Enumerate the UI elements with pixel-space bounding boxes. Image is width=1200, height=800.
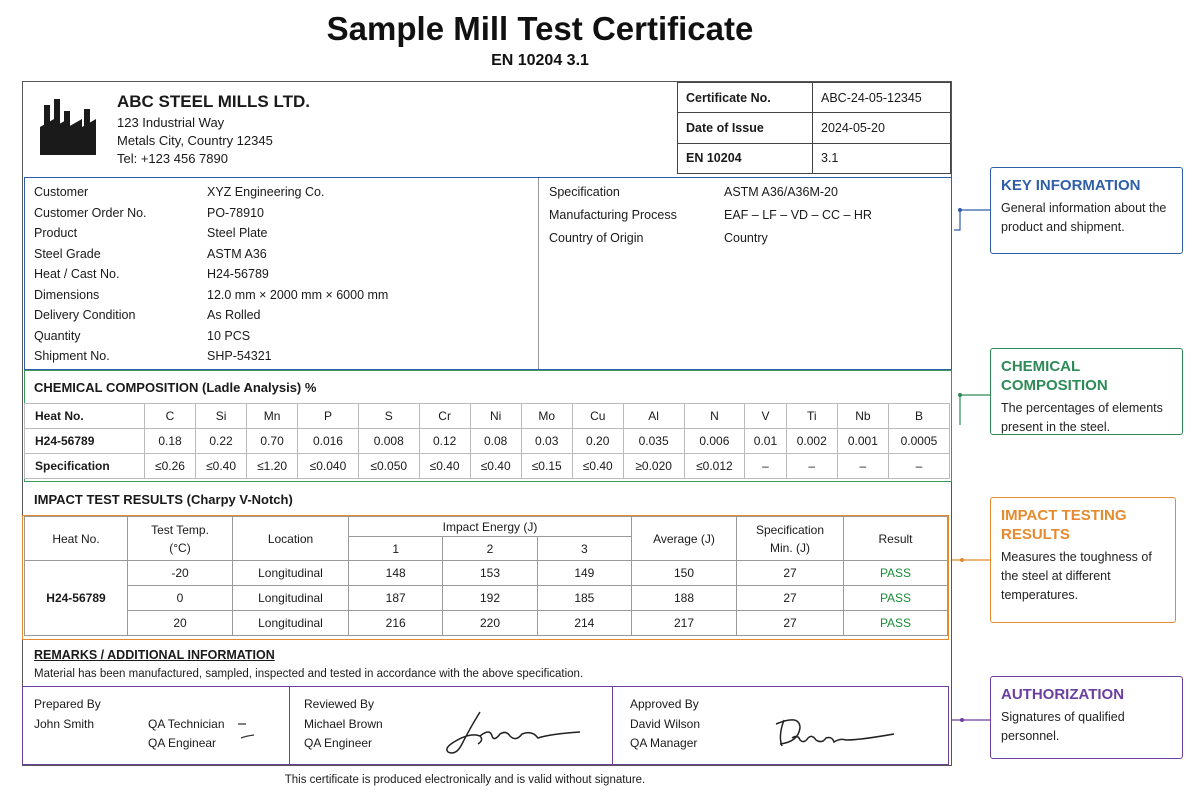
row-temp: 20 [128,611,233,636]
cert-no-value: ABC-24-05-12345 [813,83,951,113]
key-info-label: Customer [34,185,89,199]
callout-title: CHEMICAL COMPOSITION [1001,358,1108,394]
chem-header-cell: V [745,404,786,429]
chem-header-cell: S [358,404,419,429]
chem-cell: ≤0.26 [145,454,196,479]
prepared-by-label: Prepared By [34,697,101,711]
key-info-value: ASTM A36 [207,246,267,261]
key-info-divider [538,178,539,369]
table-row [678,143,951,173]
key-info-value: H24-56789 [207,267,269,281]
key-info-label: Quantity [34,328,81,343]
chem-cell: 0.002 [786,429,837,454]
chem-cell: 0.0005 [888,429,949,454]
table-row [25,454,950,479]
key-info-label: Shipment No. [34,349,110,363]
impact-heading: IMPACT TEST RESULTS (Charpy V-Notch) [34,492,293,507]
col-result: Result [844,517,948,561]
key-info-label: Country of Origin [549,231,644,245]
key-info-section [24,177,952,370]
col-spec [737,517,844,561]
table-row [25,561,948,586]
chem-cell: 0.20 [572,429,623,454]
chem-cell: ≤0.012 [684,454,745,479]
key-info-value: 12.0 mm × 2000 mm × 6000 mm [207,287,389,302]
row-e1: 148 [349,561,443,586]
key-info-value: Country [724,231,768,245]
chem-cell: ≤0.15 [521,454,572,479]
row-temp: -20 [128,561,233,586]
table-row [678,113,951,143]
key-info-value: PO-78910 [207,205,264,220]
approved-by-name: David Wilson [630,717,701,731]
certificate-info-table [677,82,951,174]
row-e3: 149 [537,561,631,586]
approved-by-label: Approved By [630,697,699,711]
chem-cell: Specification [25,454,145,479]
impact-table [24,516,948,636]
chem-cell: ≤0.40 [572,454,623,479]
table-row [25,611,948,636]
chem-cell: 0.18 [145,429,196,454]
table-row [25,404,950,429]
chem-header-cell: Cu [572,404,623,429]
row-location: Longitudinal [233,586,349,611]
row-e3: 185 [537,586,631,611]
row-result: PASS [844,611,948,636]
chem-cell: 0.08 [470,429,521,454]
chem-cell: ≤0.40 [196,454,247,479]
row-temp: 0 [128,586,233,611]
key-info-label: Manufacturing Process [549,208,677,222]
reviewed-by-label: Reviewed By [304,697,375,711]
chem-header-cell: C [145,404,196,429]
chem-cell: ≤0.40 [470,454,521,479]
col-temp-unit: (°C) [169,540,191,555]
auth-divider-2 [612,687,613,764]
row-avg: 217 [632,611,737,636]
callout-impact-testing [990,497,1176,623]
chem-cell: 0.008 [358,429,419,454]
chem-cell: – [888,454,949,479]
chem-cell: 0.006 [684,429,745,454]
chem-cell: 0.12 [419,429,470,454]
key-info-value: Steel Plate [207,226,268,240]
col-energy: Impact Energy (J) [349,517,632,537]
reviewed-by-role: QA Engineer [304,736,373,750]
chem-cell: ≥0.020 [623,454,684,479]
row-min: 27 [737,586,844,611]
key-info-label: Heat / Cast No. [34,267,120,281]
key-info-value: EAF – LF – VD – CC – HR [724,208,872,222]
callout-description: General information about the product and shipment. [1001,201,1167,234]
row-e2: 153 [443,561,537,586]
en-standard-value: 3.1 [813,143,951,173]
callout-title: KEY INFORMATION [1001,177,1141,194]
callout-title: IMPACT TESTING RESULTS [1001,507,1127,543]
chem-cell: – [745,454,786,479]
col-location: Location [233,517,349,561]
key-info-label: Product [34,226,78,240]
remarks-heading: REMARKS / ADDITIONAL INFORMATION [34,648,275,662]
row-e2: 220 [443,611,537,636]
key-info-label: Specification [549,185,620,199]
chem-cell: H24-56789 [25,429,145,454]
col-e3: 3 [537,537,631,561]
chem-header-cell: Heat No. [25,404,145,429]
chem-header-cell: Nb [837,404,888,429]
remarks-text: Material has been manufactured, sampled, inspected and tested in accordance with the above specification. [34,668,584,680]
row-location: Longitudinal [233,561,349,586]
row-location: Longitudinal [233,611,349,636]
approver-signature-icon [770,712,900,754]
chem-header-cell: Mn [247,404,298,429]
signature-mark-icon [232,718,258,744]
chemical-heading: CHEMICAL COMPOSITION (Ladle Analysis) % [34,380,317,395]
chem-cell: 0.70 [247,429,298,454]
col-spec-min: Min. (J) [770,540,810,555]
chem-cell: 0.01 [745,429,786,454]
cert-no-label: Certificate No. [678,83,813,113]
row-avg: 188 [632,586,737,611]
issue-date-label: Date of Issue [678,113,813,143]
callout-key-information [990,167,1183,254]
approved-by-role: QA Manager [630,736,698,750]
key-info-value: XYZ Engineering Co. [207,185,325,199]
chemical-table [24,403,950,479]
row-e1: 216 [349,611,443,636]
chem-header-cell: Ni [470,404,521,429]
page-subtitle: EN 10204 3.1 [491,52,589,69]
chem-header-cell: Ti [786,404,837,429]
chem-header-cell: N [684,404,745,429]
callout-connectors [952,170,992,730]
table-row [25,586,948,611]
chem-cell: ≤0.040 [298,454,359,479]
key-info-value: As Rolled [207,308,261,322]
table-row [25,429,950,454]
callout-authorization [990,676,1183,759]
row-avg: 150 [632,561,737,586]
row-result: PASS [844,561,948,586]
chem-cell: 0.001 [837,429,888,454]
chem-cell: 0.03 [521,429,572,454]
chem-cell: 0.22 [196,429,247,454]
table-row [678,83,951,113]
reviewed-by-name: Michael Brown [304,717,383,731]
company-phone: Tel: +123 456 7890 [117,151,228,166]
chem-cell: ≤0.40 [419,454,470,479]
chem-cell: ≤0.050 [358,454,419,479]
callout-description: The percentages of elements present in the steel. [1001,401,1163,434]
chem-header-cell: Mo [521,404,572,429]
key-info-value: ASTM A36/A36M-20 [724,185,838,199]
chem-cell: ≤1.20 [247,454,298,479]
col-spec-label: Specification [755,522,825,537]
row-min: 27 [737,611,844,636]
en-standard-label: EN 10204 [678,143,813,173]
callout-chemical-composition [990,348,1183,435]
chem-header-cell: Si [196,404,247,429]
chem-header-cell: P [298,404,359,429]
company-address-line1: 123 Industrial Way [117,115,225,130]
chem-cell: – [837,454,888,479]
chem-header-cell: B [888,404,949,429]
factory-logo-icon [40,97,98,155]
prepared-by-role-alt: QA Enginear [148,736,217,750]
chem-cell: 0.035 [623,429,684,454]
key-info-value: 10 PCS [207,328,251,343]
col-avg: Average (J) [632,517,737,561]
chem-cell: – [786,454,837,479]
col-temp [128,517,233,561]
page-title: Sample Mill Test Certificate [326,10,754,47]
chem-header-cell: Cr [419,404,470,429]
chem-header-cell: Al [623,404,684,429]
key-info-label: Customer Order No. [34,205,147,220]
reviewer-signature-icon [440,708,590,760]
callout-description: Signatures of qualified personnel. [1001,710,1125,743]
prepared-by-name: John Smith [34,717,95,731]
key-info-value: SHP-54321 [207,349,272,363]
company-address-line2: Metals City, Country 12345 [117,133,273,148]
callout-description: Measures the toughness of the steel at different temperatures. [1001,550,1152,602]
company-name: ABC STEEL MILLS LTD. [117,92,310,111]
row-e1: 187 [349,586,443,611]
col-temp-label: Test Temp. [151,522,209,537]
table-row [25,517,948,537]
row-min: 27 [737,561,844,586]
key-info-label: Delivery Condition [34,308,136,322]
key-info-label: Dimensions [34,287,100,302]
auth-divider-1 [289,687,290,764]
row-result: PASS [844,586,948,611]
chem-cell: 0.016 [298,429,359,454]
prepared-by-role: QA Technician [148,717,225,731]
footer-note: This certificate is produced electronically and is valid without signature. [284,774,646,786]
col-e1: 1 [349,537,443,561]
col-heat: Heat No. [25,517,128,561]
row-e3: 214 [537,611,631,636]
issue-date-value: 2024-05-20 [813,113,951,143]
row-e2: 192 [443,586,537,611]
col-e2: 2 [443,537,537,561]
callout-title: AUTHORIZATION [1001,686,1125,703]
key-info-label: Steel Grade [34,246,101,261]
impact-heat-no: H24-56789 [25,561,128,636]
